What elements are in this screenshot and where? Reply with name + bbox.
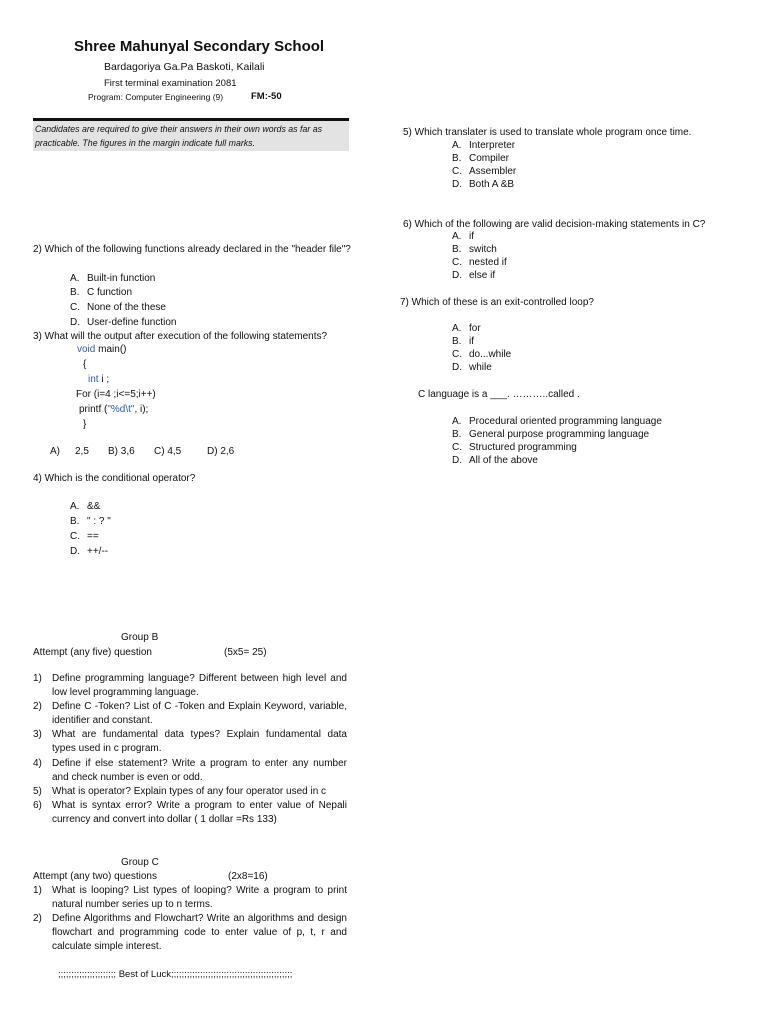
group-b-item-number: 4)	[33, 758, 42, 769]
q7-option-b: B. if	[452, 336, 474, 347]
group-b-item: Define programming language? Different between high level and low level programming language.	[52, 673, 347, 698]
q6-option-d: D. else if	[452, 270, 496, 281]
q8-option-a: A. Procedural oriented programming language	[452, 416, 662, 427]
q3-answer-b: B) 3,6	[108, 446, 135, 457]
group-b-item-number: 3)	[33, 729, 42, 740]
q3-answer-c: C) 4,5	[154, 446, 182, 457]
q6-option-b: B. switch	[452, 244, 497, 255]
q7-option-d: D. while	[452, 362, 492, 373]
group-b-item-number: 5)	[33, 786, 42, 797]
instructions: Candidates are required to give their answers in their own words as far as practicable. The figures in the margin indicate full marks.	[33, 121, 349, 151]
q3-answer-a-value: 2,5	[75, 446, 89, 457]
question-4: 4) Which is the conditional operator?	[33, 473, 196, 484]
q5-option-b: B. Compiler	[452, 153, 510, 164]
code-main-line: void main()	[77, 344, 127, 355]
q2-option-c: C. None of the these	[70, 302, 166, 313]
q4-option-d: D. ++/--	[70, 546, 109, 557]
code-for-line: For (i=4 ;i<=5;i++)	[76, 389, 156, 400]
q8-option-b: B. General purpose programming language	[452, 429, 650, 440]
q2-option-b: B. C function	[70, 287, 133, 298]
q6-option-a: A. if	[452, 231, 474, 242]
school-name: Shree Mahunyal Secondary School	[74, 38, 325, 55]
q7-option-a: A. for	[452, 323, 481, 334]
q4-option-c: C. ==	[70, 531, 99, 542]
group-c-item-number: 2)	[33, 913, 42, 924]
group-b-item: What are fundamental data types? Explain fundamental data types used in c program.	[52, 729, 347, 754]
group-b-item: What is operator? Explain types of any four operator used in c	[52, 786, 327, 797]
group-b-item-number: 1)	[33, 673, 42, 684]
code-open-brace: {	[83, 359, 87, 370]
q3-answer-a: A)	[50, 446, 60, 457]
group-b-item: Define if else statement? Write a program to enter any number and check number is even or odd.	[52, 758, 347, 783]
q5-option-c: C. Assembler	[452, 166, 517, 177]
question-8: C language is a ___. ………..called .	[418, 389, 580, 400]
q5-option-d: D. Both A &B	[452, 179, 515, 190]
group-b-item: What is syntax error? Write a program to enter value of Nepali currency and convert into dollar ( 1 dollar =Rs 133)	[52, 800, 347, 825]
code-int-decl: int i ;	[88, 374, 110, 385]
code-printf-line: printf ("%d\t", i);	[79, 404, 149, 415]
school-address: Bardagoriya Ga.Pa Baskoti, Kailali	[104, 61, 265, 73]
question-7: 7) Which of these is an exit-controlled loop?	[400, 297, 594, 308]
footer-best-of-luck: ;;;;;;;;;;;;;;;;;;;;;; Best of Luck;;;;;;;;;;;;;;;;;;;;;;;;;;;;;;;;;;;;;;;;;;;;;;	[58, 969, 293, 980]
question-5: 5) Which translater is used to translate whole program once time.	[403, 127, 692, 138]
q8-option-d: D. All of the above	[452, 455, 538, 466]
group-c-instruction: Attempt (any two) questions	[33, 871, 157, 882]
q8-option-c: C. Structured programming	[452, 442, 577, 453]
q4-option-a: A. &&	[70, 501, 101, 512]
group-b-marks: (5x5= 25)	[224, 647, 267, 658]
group-b-instruction: Attempt (any five) question	[33, 647, 152, 658]
group-c-marks: (2x8=16)	[228, 871, 268, 882]
q4-option-b: B. " : ? "	[70, 516, 111, 527]
group-b-item-number: 6)	[33, 800, 42, 811]
q3-answer-d: D) 2,6	[207, 446, 235, 457]
group-b-item-number: 2)	[33, 701, 42, 712]
group-c-item-number: 1)	[33, 885, 42, 896]
group-c-item: What is looping? List types of looping? Write a program to print natural number series up to n terms.	[52, 885, 347, 910]
group-c-item: Define Algorithms and Flowchart? Write an algorithms and design flowchart and programming code to enter value of p, t, r and calculate simple interest.	[52, 913, 347, 952]
q2-option-d: D. User-define function	[70, 317, 177, 328]
q7-option-c: C. do...while	[452, 349, 512, 360]
question-2: 2) Which of the following functions already declared in the "header file"?	[33, 244, 351, 255]
question-3: 3) What will the output after execution of the following statements?	[33, 331, 328, 342]
q5-option-a: A. Interpreter	[452, 140, 516, 151]
group-b-title: Group B	[121, 632, 159, 643]
code-close-brace: }	[83, 419, 87, 430]
q2-option-a: A. Built-in function	[70, 273, 156, 284]
full-marks: FM:-50	[251, 91, 282, 102]
question-6: 6) Which of the following are valid decision-making statements in C?	[403, 219, 706, 230]
exam-title: First terminal examination 2081	[104, 78, 237, 89]
group-c-title: Group C	[121, 857, 159, 868]
q6-option-c: C. nested if	[452, 257, 507, 268]
group-b-item: Define C -Token? List of C -Token and Explain Keyword, variable, identifier and constant.	[52, 701, 347, 726]
program-label: Program: Computer Engineering (9)	[88, 92, 224, 102]
